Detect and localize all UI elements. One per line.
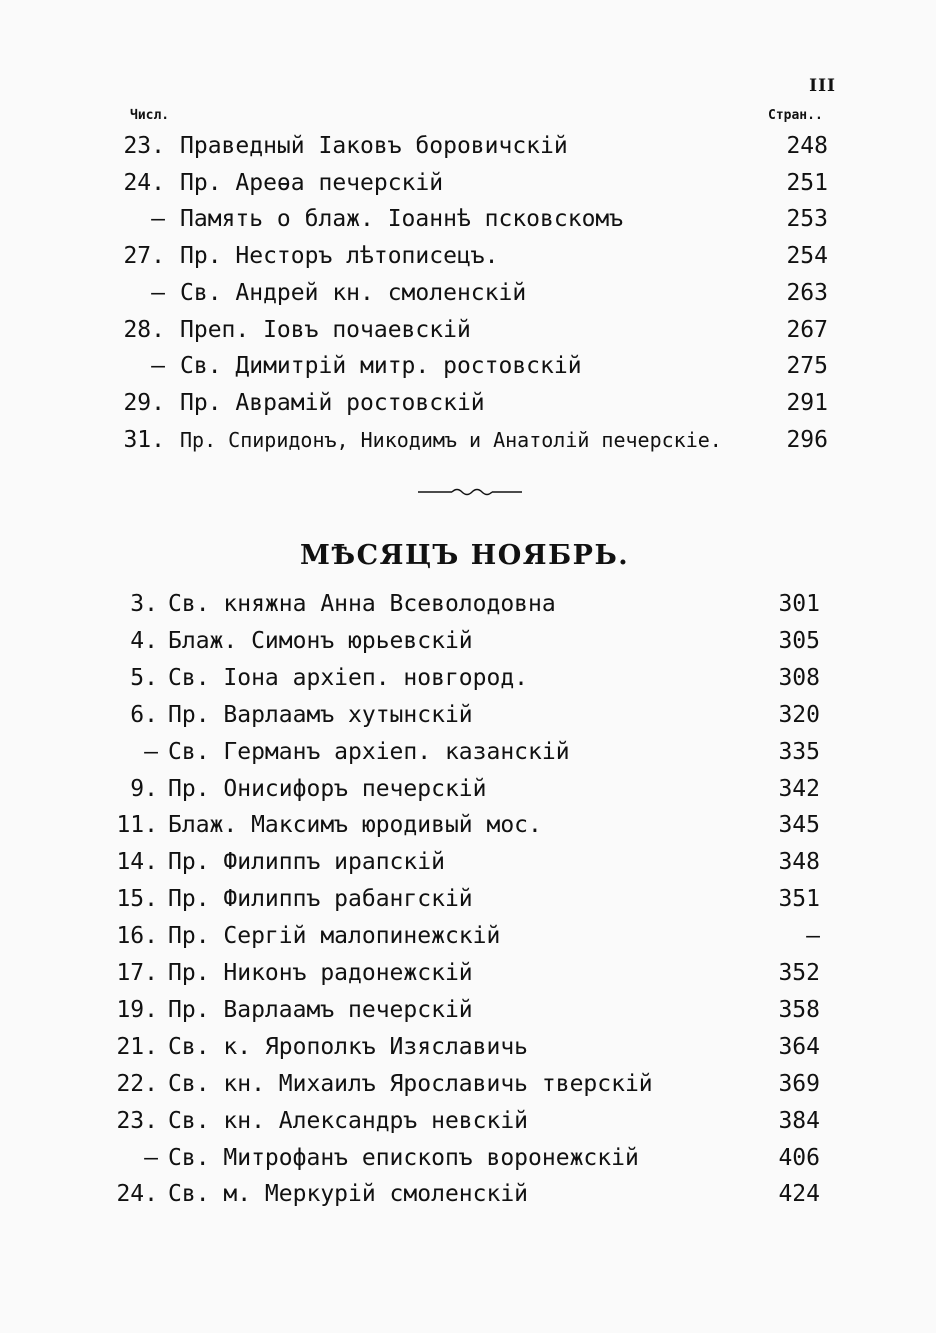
entry-page: 305 xyxy=(778,627,820,654)
entry-day: 16. xyxy=(116,923,158,950)
entry-title: Блаж. Симонъ юрьевскій xyxy=(168,627,473,654)
entry-page: 308 xyxy=(778,664,820,691)
list-item xyxy=(0,623,936,659)
ornamental-divider xyxy=(418,484,522,500)
entry-day: 14. xyxy=(116,849,158,876)
entry-title: Пр. Варлаамъ хутынскій xyxy=(168,701,473,728)
entry-page: 263 xyxy=(786,279,828,306)
entry-day: 27. xyxy=(123,243,165,270)
entry-title: Преп. Іовъ почаевскій xyxy=(180,316,471,343)
entry-page: 251 xyxy=(786,169,828,196)
entry-day: 11. xyxy=(116,812,158,839)
entry-title: Св. Митрофанъ епископъ воронежскій xyxy=(168,1144,639,1171)
entry-page: 342 xyxy=(778,775,820,802)
entry-title: Пр. Филиппъ рабангскій xyxy=(168,886,473,913)
entry-page: 301 xyxy=(778,591,820,617)
list-item xyxy=(0,992,936,1028)
list-item xyxy=(0,697,936,733)
list-item xyxy=(0,275,936,311)
entry-day: 5. xyxy=(130,664,158,691)
list-item xyxy=(0,844,936,880)
page-number: III xyxy=(809,76,836,96)
entry-page: 345 xyxy=(778,812,820,839)
entry-page: 320 xyxy=(778,701,820,728)
entry-day: — xyxy=(144,1144,158,1171)
entry-title: Св. к. Ярополкъ Изяславичь xyxy=(168,1033,529,1060)
entry-page: 248 xyxy=(786,133,828,159)
entry-page: 254 xyxy=(786,243,828,270)
entry-page: 348 xyxy=(778,849,820,876)
entry-day: 21. xyxy=(116,1033,158,1060)
list-item xyxy=(0,238,936,274)
list-item xyxy=(0,312,936,348)
entry-title: Св. Андрей кн. смоленскій xyxy=(180,279,527,306)
entry-title: Пр. Аврамій ростовскій xyxy=(180,389,485,416)
list-item xyxy=(0,422,936,458)
list-item xyxy=(0,955,936,991)
list-item xyxy=(0,918,936,954)
list-item xyxy=(0,1029,936,1065)
entry-title: Св. Германъ архіеп. казанскій xyxy=(168,738,570,765)
entry-title: Св. кн. Александръ невскій xyxy=(168,1107,529,1134)
entry-day: 19. xyxy=(116,996,158,1023)
list-item xyxy=(0,660,936,696)
entry-day: 3. xyxy=(130,591,158,617)
entry-page: 291 xyxy=(786,389,828,416)
list-item xyxy=(0,1176,936,1212)
entry-page: 424 xyxy=(778,1181,820,1208)
entry-day: 4. xyxy=(130,627,158,654)
entry-day: — xyxy=(151,279,165,306)
entry-page: 253 xyxy=(786,206,828,233)
entry-title: Праведный Іаковъ боровичскій xyxy=(180,133,568,159)
entry-page: 267 xyxy=(786,316,828,343)
entry-title: Пр. Сергій малопинежскій xyxy=(168,923,501,950)
list-item xyxy=(0,1140,936,1176)
list-item xyxy=(0,385,936,421)
entry-day: — xyxy=(151,353,165,380)
entry-day: 24. xyxy=(116,1181,158,1208)
entry-page: 275 xyxy=(786,353,828,380)
entry-page: 369 xyxy=(778,1070,820,1097)
column-header-number: Числ. xyxy=(130,108,170,123)
list-item xyxy=(0,734,936,770)
entry-title: Пр. Никонъ радонежскій xyxy=(168,960,473,986)
entry-page: 364 xyxy=(778,1033,820,1060)
entry-title: Св. Димитрій митр. ростовскій xyxy=(180,353,582,380)
entry-day: 24. xyxy=(123,169,165,196)
entry-title: Пр. Ареѳа печерскій xyxy=(180,169,444,196)
list-item xyxy=(0,771,936,807)
entry-day: 23. xyxy=(116,1107,158,1134)
entry-day: 28. xyxy=(123,316,165,343)
entry-title: Пр. Филиппъ ирапскій xyxy=(168,849,445,876)
entry-day: — xyxy=(144,738,158,765)
entry-title: Пр. Несторъ лѣтописецъ. xyxy=(180,243,499,270)
list-item xyxy=(0,1066,936,1102)
list-item xyxy=(0,807,936,843)
entry-day: 15. xyxy=(116,886,158,913)
entry-page: 351 xyxy=(778,886,820,913)
entry-title: Блаж. Максимъ юродивый мос. xyxy=(168,812,542,839)
entry-title: Пр. Варлаамъ печерскій xyxy=(168,996,473,1023)
entry-day: 31. xyxy=(123,426,165,453)
column-header-page: Стран.. xyxy=(768,108,823,123)
list-item xyxy=(0,128,936,164)
list-item xyxy=(0,201,936,237)
entry-day: 9. xyxy=(130,775,158,802)
entry-title: Пр. Онисифоръ печерскій xyxy=(168,775,487,802)
entry-day: 6. xyxy=(130,701,158,728)
entry-page: 352 xyxy=(778,960,820,986)
entry-page: 358 xyxy=(778,996,820,1023)
entry-day: 17. xyxy=(116,960,158,986)
entry-title: Св. княжна Анна Всеволодовна xyxy=(168,591,556,617)
entry-page: 335 xyxy=(778,738,820,765)
entry-day: 22. xyxy=(116,1070,158,1097)
entry-title: Св. Іона архіеп. новгород. xyxy=(168,664,529,691)
entry-title: Св. кн. Михаилъ Ярославичь тверскій xyxy=(168,1070,653,1097)
entry-title: Память о блаж. Іоаннѣ псковскомъ xyxy=(180,206,624,233)
list-item xyxy=(0,165,936,201)
list-item xyxy=(0,586,936,622)
list-item xyxy=(0,348,936,384)
entry-day: 29. xyxy=(123,389,165,416)
entry-day: 23. xyxy=(123,133,165,159)
entry-page: 296 xyxy=(786,426,828,453)
entry-title: Пр. Спиридонъ, Никодимъ и Анатолій печерскіе. xyxy=(180,427,722,452)
entry-title: Св. м. Меркурій смоленскій xyxy=(168,1181,529,1208)
entry-page: 384 xyxy=(778,1107,820,1134)
entry-day: — xyxy=(151,206,165,233)
list-item xyxy=(0,1103,936,1139)
list-item xyxy=(0,881,936,917)
entry-page: — xyxy=(806,923,820,950)
month-heading: МѢСЯЦЪ НОЯБРЬ. xyxy=(300,540,630,571)
entry-page: 406 xyxy=(778,1144,820,1171)
